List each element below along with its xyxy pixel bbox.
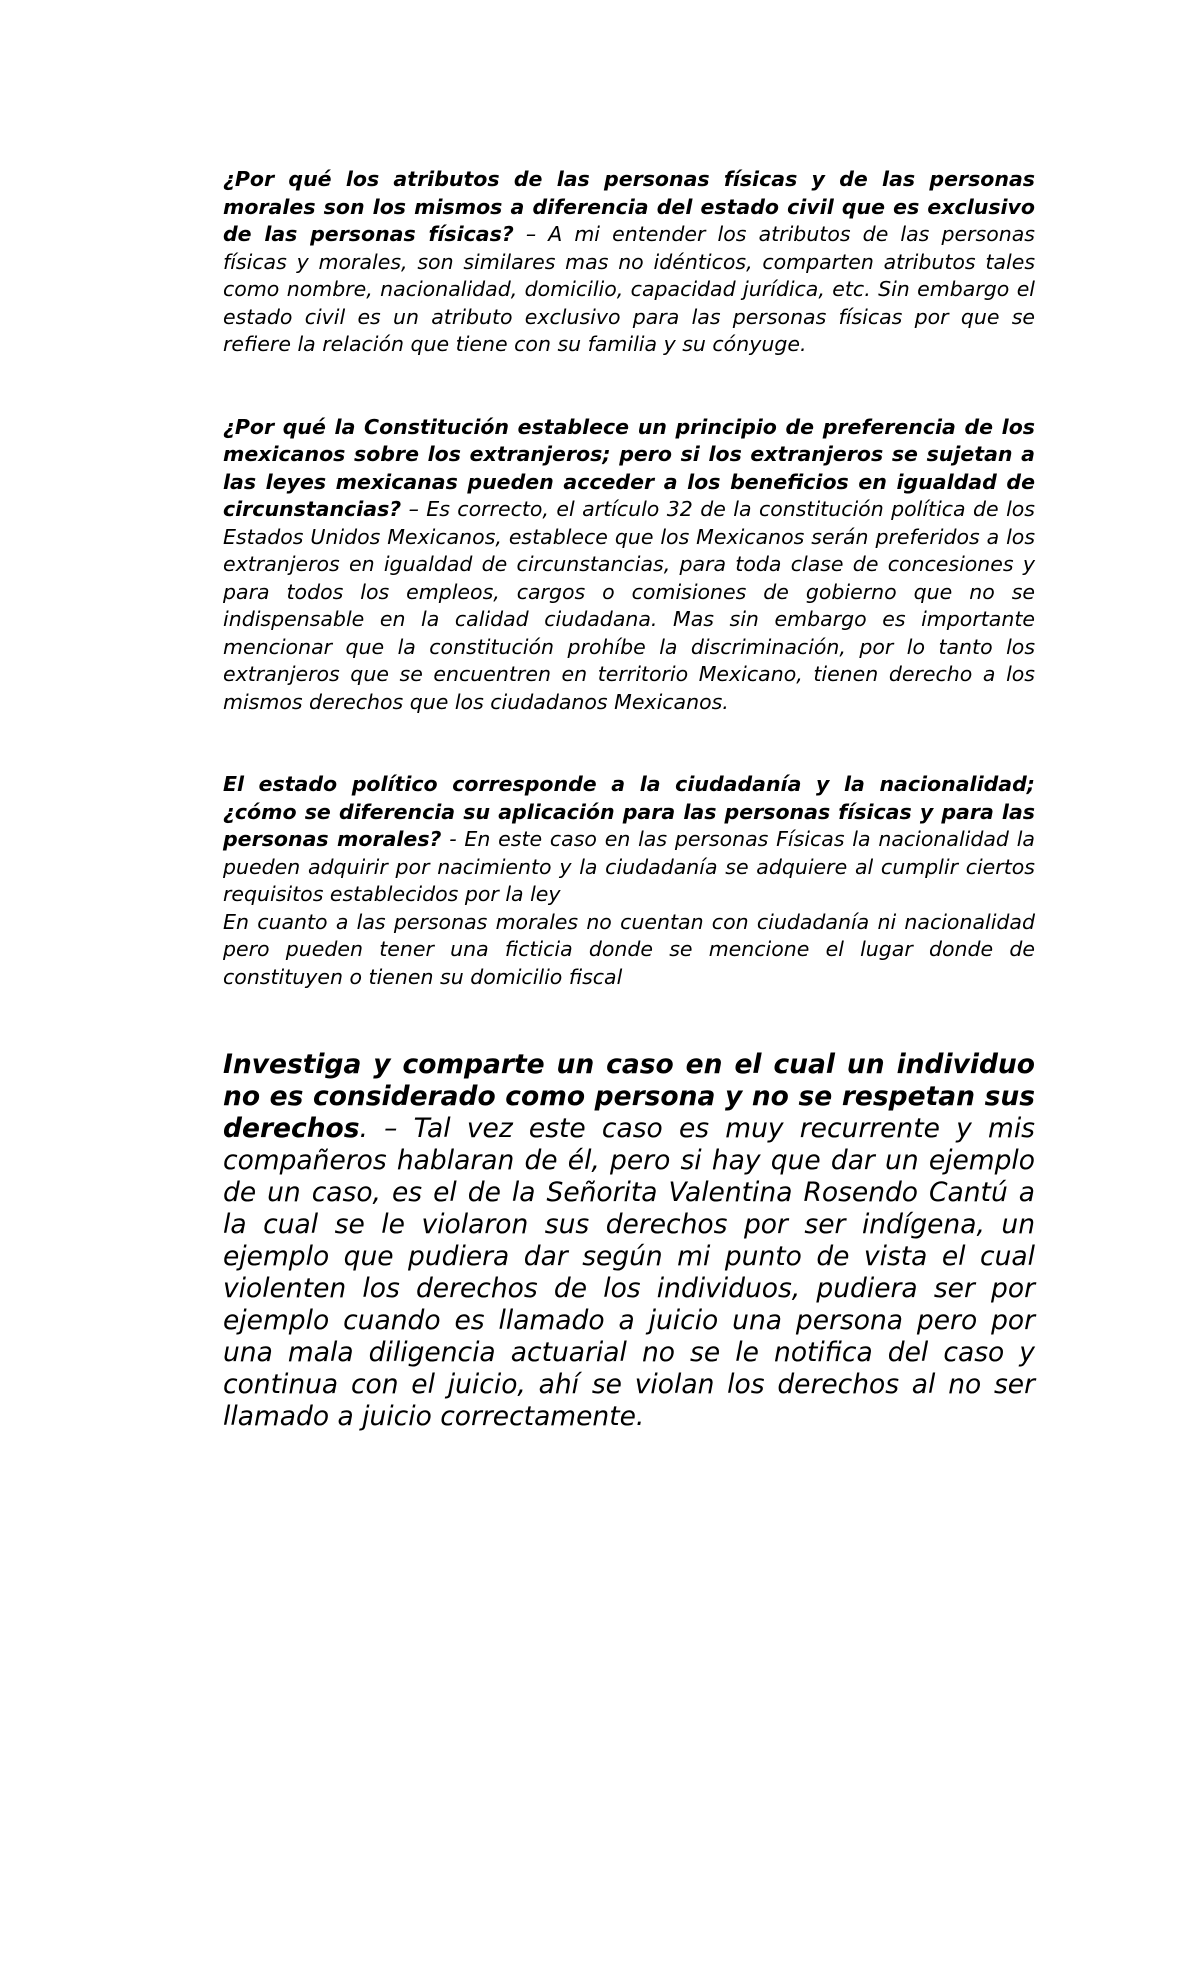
answer-3: - En este caso en las personas Físicas la nacionalidad la pueden adquirir por nacimiento y la ciudadanía se adquiere al cumplir ciertos requisitos establecidos por la ley <box>223 827 1035 906</box>
document-body <box>223 166 1035 1433</box>
answer-2: – Es correcto, el artículo 32 de la constitución política de los Estados Unidos Mexicanos, establece que los Mexicanos serán preferidos a los extranjeros en igualdad de circunstancias, para toda clase de concesiones y para todos los empleos, cargos o comisiones de gobierno que no se indispensable en la calidad ciudadana. Mas sin embargo es importante mencionar que la constitución prohíbe la discriminación, por lo tanto los extranjeros que se encuentren en territorio Mexicano, tienen derecho a los mismos derechos que los ciudadanos Mexicanos. <box>223 497 1035 714</box>
question-2: ¿Por qué la Constitución establece un principio de preferencia de los mexicanos sobre los extranjeros; pero si los extranjeros se sujetan a las leyes mexicanas pueden acceder a los beneficios en igualdad de circunstancias? <box>223 414 1035 521</box>
answer-1: – A mi entender los atributos de las personas físicas y morales, son similares mas no idénticos, comparten atributos tales como nombre, nacionalidad, domicilio, capacidad jurídica, etc. Sin embargo el estado civil es un atributo exclusivo para las personas físicas por que se refiere la relación que tiene con su familia y su cónyuge. <box>223 222 1035 356</box>
question-4: Investiga y comparte un caso en el cual un individuo no es considerado como persona y no se respetan sus derechos <box>223 1049 1035 1144</box>
qa-block-4 <box>223 1049 1035 1433</box>
qa-block-2 <box>223 414 1035 717</box>
question-1: ¿Por qué los atributos de las personas físicas y de las personas morales son los mismos a diferencia del estado civil que es exclusivo de las personas físicas? <box>223 167 1035 246</box>
question-3: El estado político corresponde a la ciudadanía y la nacionalidad; ¿cómo se diferencia su aplicación para las personas físicas y para las personas morales? <box>223 772 1035 851</box>
qa-block-3 <box>223 771 1035 991</box>
qa-block-1 <box>223 166 1035 359</box>
answer-4: . – Tal vez este caso es muy recurrente y mis compañeros hablaran de él, pero si hay que dar un ejemplo de un caso, es el de la Señorita Valentina Rosendo Cantú a la cual se le violaron sus derechos por ser indígena, un ejemplo que pudiera dar según mi punto de vista el cual violenten los derechos de los individuos, pudiera ser por ejemplo cuando es llamado a juicio una persona pero por una mala diligencia actuarial no se le notifica del caso y continua con el juicio, ahí se violan los derechos al no ser llamado a juicio correctamente. <box>223 1113 1035 1432</box>
answer-3-continuation: En cuanto a las personas morales no cuentan con ciudadanía ni nacionalidad pero pueden tener una ficticia donde se mencione el lugar donde de constituyen o tienen su domicilio fiscal <box>223 909 1035 989</box>
